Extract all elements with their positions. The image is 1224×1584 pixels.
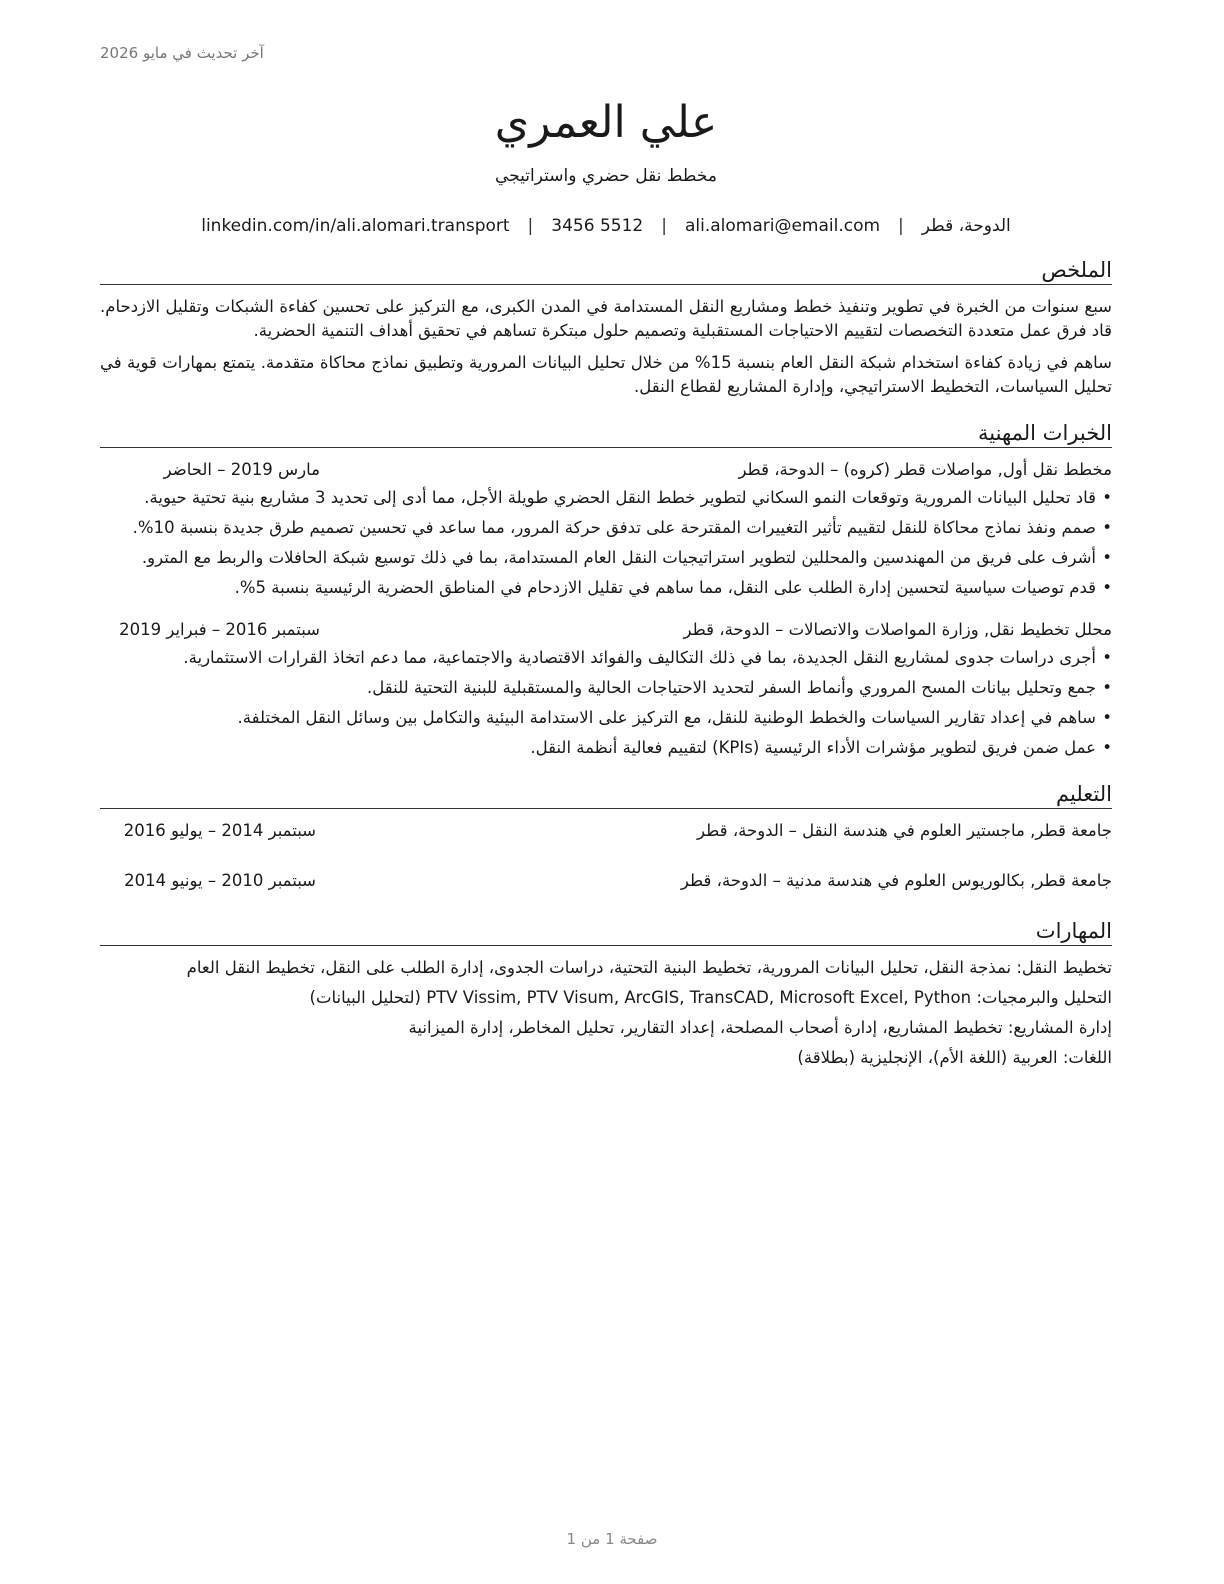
experience-heading: الخبرات المهنية [100,421,1112,448]
summary-section [100,258,1112,399]
job-entry [100,458,1112,600]
job-entry-date: سبتمبر 2016 – فبراير 2019 [119,620,320,639]
skill-line: إدارة المشاريع: تخطيط المشاريع، إدارة أصحاب المصلحة، إعداد التقارير، تحليل المخاطر، إدارة الميزانية [408,1018,1112,1037]
job-bullet: • قدم توصيات سياسية لتحسين إدارة الطلب على النقل، مما ساهم في تقليل الازدحام في المناطق الحضرية الرئيسية بنسبة 5%. [100,576,1112,600]
job-bullet: • قاد تحليل البيانات المرورية وتوقعات النمو السكاني لتطوير خطط النقل الحضري طويلة الأجل، مما أدى إلى تحديد 3 مشاريع بنية تحتية حيوية. [100,486,1112,510]
page-number: صفحة 1 من 1 [566,1530,658,1548]
skill-line: تخطيط النقل: نمذجة النقل، تحليل البيانات المرورية، تخطيط البنية التحتية، دراسات الجدوى، إدارة الطلب على النقل، تخطيط النقل العام [186,958,1112,977]
summary-paragraph: سبع سنوات من الخبرة في تطوير وتنفيذ خطط ومشاريع النقل المستدامة في المدن الكبرى، مع التركيز على تحسين كفاءة الشبكات وتقليل الازدحام. قاد فرق عمل متعددة التخصصات لتقييم الاحتياجات المستقبلية وتصميم حلول مبتكرة تساهم في تحقيق أهداف التنمية الحضرية. [100,297,1112,340]
skills-heading: المهارات [100,919,1112,946]
experience-section [100,421,1112,760]
last-updated: آخر تحديث في مايو 2026 [100,44,264,62]
education-date: سبتمبر 2014 – يوليو 2016 [123,821,316,840]
skill-line: اللغات: العربية (اللغة الأم)، الإنجليزية (بطلاقة) [797,1048,1112,1067]
summary-heading: الملخص [100,258,1112,285]
education-degree: جامعة قطر, ماجستير العلوم في هندسة النقل – الدوحة، قطر [697,821,1112,840]
job-bullet: • أشرف على فريق من المهندسين والمحللين لتطوير استراتيجيات النقل العام المستدامة، بما في ذلك توسيع شبكة الحافلات والربط مع المترو. [100,546,1112,570]
job-bullet: • جمع وتحليل بيانات المسح المروري وأنماط السفر لتحديد الاحتياجات الحالية والمستقبلية للبنية التحتية للنقل. [100,676,1112,700]
person-name: علي العمري [494,97,718,148]
contact-separator: | [661,216,667,236]
contact-email[interactable]: ali.alomari@email.com [684,216,881,236]
education-entry [100,819,1112,843]
job-bullet: • أجرى دراسات جدوى لمشاريع النقل الجديدة، بما في ذلك التكاليف والفوائد الاقتصادية والاجتماعية، مما دعم اتخاذ القرارات الاستثمارية. [100,646,1112,670]
job-entry [100,618,1112,760]
contact-separator: | [527,216,534,236]
contact-location: الدوحة، قطر [921,216,1011,236]
job-entry-date: مارس 2019 – الحاضر [163,460,320,479]
summary-paragraph: ساهم في زيادة كفاءة استخدام شبكة النقل العام بنسبة 15% من خلال تحليل البيانات المرورية وتطبيق نماذج محاكاة متقدمة. يتمتع بمهارات قوية في تحليل السياسات، التخطيط الاستراتيجي، وإدارة المشاريع لقطاع النقل. [100,353,1112,396]
contact-separator: | [898,216,904,236]
education-heading: التعليم [100,782,1112,809]
education-section [100,782,1112,893]
education-degree: جامعة قطر, بكالوريوس العلوم في هندسة مدنية – الدوحة، قطر [680,871,1112,890]
skill-line: التحليل والبرمجيات: PTV Vissim, PTV Visum, ArcGIS, TransCAD, Microsoft Excel, Python (لتحليل البيانات) [309,988,1112,1007]
job-entry-title: مخطط نقل أول, مواصلات قطر (كروه) – الدوحة، قطر [738,460,1112,479]
job-bullet: • صمم ونفذ نماذج محاكاة للنقل لتقييم تأثير التغييرات المقترحة على تدفق حركة المرور، مما ساعد في تحسين تصميم طرق جديدة بنسبة 10%. [100,516,1112,540]
education-entry [100,869,1112,893]
contact-linkedin[interactable]: linkedin.com/in/ali.alomari.transport [201,216,510,236]
job-title: مخطط نقل حضري واستراتيجي [495,166,717,186]
contact-line [100,216,1112,236]
resume-body [100,92,1112,1076]
job-bullet: • ساهم في إعداد تقارير السياسات والخطط الوطنية للنقل، مع التركيز على الاستدامة البيئية والتكامل بين وسائل النقل المختلفة. [100,706,1112,730]
skills-section [100,919,1112,1070]
job-entry-title: محلل تخطيط نقل, وزارة المواصلات والاتصالات – الدوحة، قطر [683,620,1112,639]
education-date: سبتمبر 2010 – يونيو 2014 [124,871,316,890]
job-bullet: • عمل ضمن فريق لتطوير مؤشرات الأداء الرئيسية (KPIs) لتقييم فعالية أنظمة النقل. [100,736,1112,760]
contact-phone: 3456 5512 [551,216,644,236]
